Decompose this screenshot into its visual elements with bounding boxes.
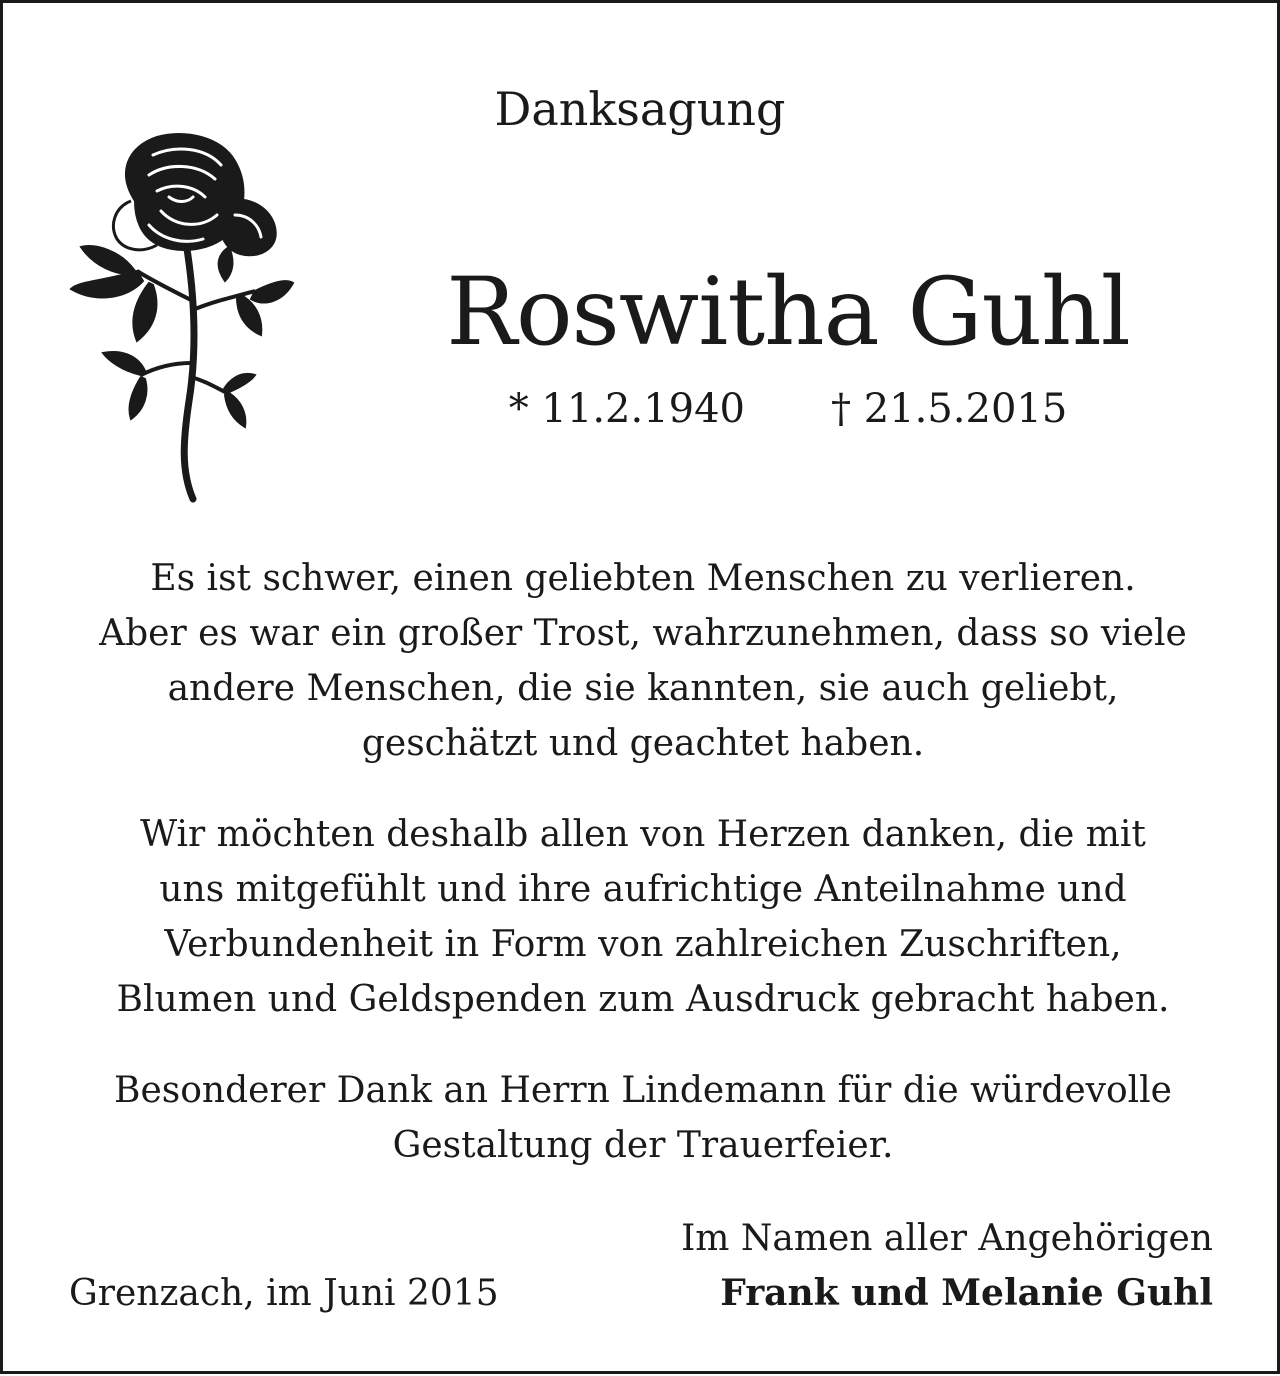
on-behalf-line: Im Namen aller Angehörigen bbox=[681, 1218, 1213, 1259]
paragraph-line: Besonderer Dank an Herrn Lindemann für die würdevolle bbox=[114, 1070, 1172, 1111]
paragraph-line: Verbundenheit in Form von zahlreichen Zuschriften, bbox=[164, 924, 1122, 965]
paragraph-line: Aber es war ein großer Trost, wahrzunehmen, dass so viele bbox=[99, 613, 1187, 654]
rose-icon bbox=[65, 131, 295, 503]
paragraph-line: Blumen und Geldspenden zum Ausdruck gebracht haben. bbox=[116, 979, 1170, 1020]
paragraph-special-thanks bbox=[43, 1063, 1243, 1173]
signer-names: Frank und Melanie Guhl bbox=[720, 1272, 1213, 1314]
paragraph-line: andere Menschen, die sie kannten, sie auch geliebt, bbox=[167, 668, 1119, 709]
paragraph-line: Gestaltung der Trauerfeier. bbox=[392, 1125, 894, 1166]
deceased-name: Roswitha Guhl bbox=[446, 258, 1130, 367]
death-date: † 21.5.2015 bbox=[831, 386, 1068, 432]
notice-heading: Danksagung bbox=[494, 82, 786, 136]
birth-date: * 11.2.1940 bbox=[508, 386, 745, 432]
paragraph-consolation bbox=[43, 551, 1243, 771]
signature-block bbox=[681, 1211, 1213, 1321]
paragraph-thanks bbox=[43, 807, 1243, 1027]
life-dates bbox=[378, 381, 1198, 437]
paragraph-line: Es ist schwer, einen geliebten Menschen zu verlieren. bbox=[150, 558, 1136, 599]
place-and-date: Grenzach, im Juni 2015 bbox=[69, 1273, 499, 1314]
paragraph-line: geschätzt und geachtet haben. bbox=[361, 723, 925, 764]
paragraph-line: Wir möchten deshalb allen von Herzen danken, die mit bbox=[140, 814, 1146, 855]
paragraph-line: uns mitgefühlt und ihre aufrichtige Anteilnahme und bbox=[159, 869, 1127, 910]
